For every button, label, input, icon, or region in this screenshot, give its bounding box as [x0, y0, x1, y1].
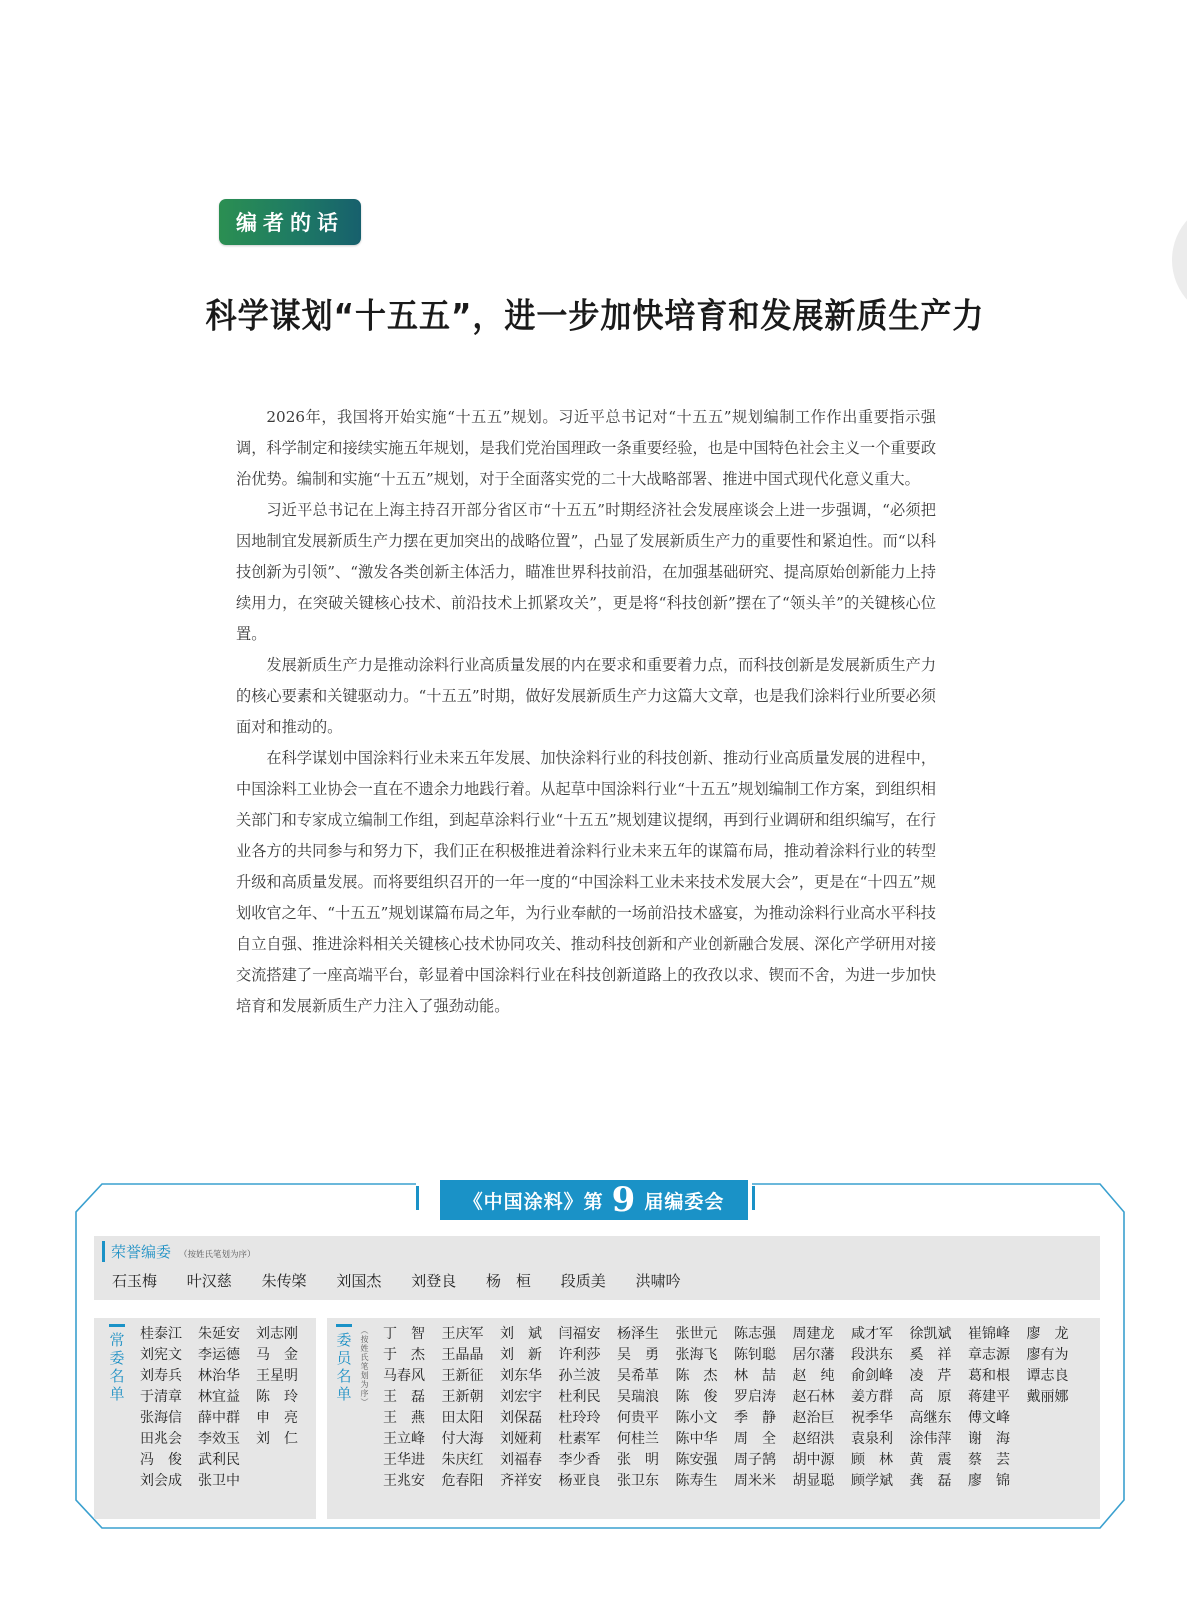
committee-title-number: 9 — [611, 1180, 637, 1220]
committee-name: 赵绍洪 — [792, 1431, 835, 1447]
member-committee-box — [327, 1318, 1100, 1519]
member-label-text: 委员名单 — [336, 1331, 352, 1403]
honor-label-group — [102, 1241, 256, 1262]
committee-name: 胡中源 — [792, 1452, 835, 1468]
committee-name: 朱延安 — [198, 1326, 240, 1342]
committee-name: 吴希革 — [617, 1368, 659, 1384]
committee-name: 张 明 — [617, 1452, 659, 1468]
committee-name: 马春风 — [383, 1368, 425, 1384]
committee-name: 傅文峰 — [968, 1410, 1010, 1426]
committee-name: 王华进 — [383, 1452, 425, 1468]
honor-committee-box — [94, 1236, 1100, 1300]
committee-name: 谢 海 — [968, 1431, 1010, 1447]
committee-name: 杨泽生 — [617, 1326, 659, 1342]
committee-name: 崔锦峰 — [968, 1326, 1010, 1342]
title-right-bar — [752, 1186, 755, 1210]
committee-name: 王立峰 — [383, 1431, 425, 1447]
committee-name: 刘东华 — [500, 1368, 542, 1384]
committee-name: 田太阳 — [441, 1410, 484, 1426]
committee-name: 于清章 — [140, 1389, 182, 1405]
committee-name: 胡显聪 — [792, 1473, 835, 1489]
committee-name: 戴丽娜 — [1026, 1389, 1069, 1405]
standing-label — [108, 1324, 126, 1403]
committee-name: 顾学斌 — [851, 1473, 893, 1489]
committee-name: 张世元 — [675, 1326, 718, 1342]
committee-name: 祝季华 — [851, 1410, 893, 1426]
committee-name: 刘会成 — [140, 1473, 182, 1489]
member-note: （按姓氏笔划为序） — [360, 1326, 369, 1407]
committee-name: 段洪东 — [851, 1347, 893, 1363]
committee-name: 齐祥安 — [500, 1473, 542, 1489]
committee-name: 吴瑞浪 — [617, 1389, 659, 1405]
committee-name: 季 静 — [734, 1410, 776, 1426]
committee-name: 徐凯斌 — [909, 1326, 952, 1342]
committee-name: 周子鹄 — [734, 1452, 776, 1468]
committee-name: 章志源 — [968, 1347, 1010, 1363]
committee-name: 于 杰 — [383, 1347, 425, 1363]
committee-name: 顾 林 — [851, 1452, 893, 1468]
committee-name: 罗启涛 — [734, 1389, 776, 1405]
committee-name: 冯 俊 — [140, 1452, 182, 1468]
committee-name: 杨亚良 — [558, 1473, 601, 1489]
committee-name: 俞剑峰 — [851, 1368, 893, 1384]
committee-name: 涂伟萍 — [909, 1431, 952, 1447]
committee-name: 闫福安 — [558, 1326, 601, 1342]
committee-name: 高 原 — [909, 1389, 952, 1405]
committee-name: 孙兰波 — [558, 1368, 601, 1384]
standing-names — [140, 1324, 314, 1492]
committee-name: 咸才军 — [851, 1326, 893, 1342]
committee-name: 王庆军 — [441, 1326, 484, 1342]
committee-name: 张海信 — [140, 1410, 182, 1426]
committee-name: 王 磊 — [383, 1389, 425, 1405]
committee-name: 凌 芹 — [909, 1368, 952, 1384]
committee-name: 王星明 — [256, 1368, 298, 1384]
committee-name: 蔡 芸 — [968, 1452, 1010, 1468]
committee-name: 张海飞 — [675, 1347, 718, 1363]
honor-label: 荣誉编委 — [111, 1243, 172, 1261]
committee-title-suffix: 届编委会 — [644, 1190, 725, 1213]
committee-name: 薛中群 — [198, 1410, 240, 1426]
committee-name: 丁 智 — [383, 1326, 425, 1342]
honor-name: 石玉梅 — [112, 1272, 158, 1290]
committee-name: 陈 玲 — [256, 1389, 298, 1405]
committee-name: 黄 震 — [909, 1452, 952, 1468]
committee-name: 居尔藩 — [792, 1347, 835, 1363]
committee-name: 赵治巨 — [792, 1410, 835, 1426]
committee-name: 刘寿兵 — [140, 1368, 182, 1384]
committee-name: 刘保磊 — [500, 1410, 542, 1426]
committee-name: 龚 磊 — [909, 1473, 952, 1489]
committee-name: 王新朝 — [441, 1389, 484, 1405]
committee-name: 李少香 — [558, 1452, 601, 1468]
committee-name: 林宜益 — [198, 1389, 240, 1405]
committee-name: 吴 勇 — [617, 1347, 659, 1363]
page-edge-decoration — [1172, 200, 1187, 320]
committee-name: 奚 祥 — [909, 1347, 952, 1363]
section-badge: 编者的话 — [219, 199, 361, 245]
committee-name: 何贵平 — [617, 1410, 659, 1426]
committee-name: 谭志良 — [1026, 1368, 1069, 1384]
committee-name: 姜方群 — [851, 1389, 893, 1405]
committee-name: 武利民 — [198, 1452, 240, 1468]
committee-name: 杜素军 — [558, 1431, 601, 1447]
committee-name: 廖有为 — [1026, 1347, 1069, 1363]
committee-name: 刘 斌 — [500, 1326, 542, 1342]
committee-name: 刘福春 — [500, 1452, 542, 1468]
committee-name: 朱庆红 — [441, 1452, 484, 1468]
honor-name: 刘登良 — [411, 1272, 457, 1290]
standing-committee-box — [94, 1318, 316, 1519]
committee-name: 陈 俊 — [675, 1389, 718, 1405]
paragraph: 发展新质生产力是推动涂料行业高质量发展的内在要求和重要着力点，而科技创新是发展新质生产力的核心要素和关键驱动力。“十五五”时期，做好发展新质生产力这篇大文章，也是我们涂料行业所要必须面对和推动的。 — [236, 656, 936, 736]
committee-name: 田兆会 — [140, 1431, 182, 1447]
honor-name: 朱传棨 — [261, 1272, 307, 1290]
committee-name: 危春阳 — [441, 1473, 484, 1489]
committee-name: 刘娅莉 — [500, 1431, 542, 1447]
committee-title-prefix: 《中国涂料》第 — [463, 1190, 604, 1213]
committee-name: 陈寿生 — [675, 1473, 718, 1489]
committee-name: 周建龙 — [792, 1326, 835, 1342]
committee-name: 刘宏宇 — [500, 1389, 542, 1405]
committee-name: 王兆安 — [383, 1473, 425, 1489]
honor-name: 段质美 — [560, 1272, 606, 1290]
member-names — [383, 1324, 1085, 1492]
honor-note: （按姓氏笔划为序） — [179, 1250, 256, 1260]
paragraph: 2026年，我国将开始实施“十五五”规划。习近平总书记对“十五五”规划编制工作作出重要指示强调，科学制定和接续实施五年规划，是我们党治国理政一条重要经验，也是中国特色社会主义一个重要政治优势。编制和实施“十五五”规划，对于全面落实党的二十大战略部署、推进中国式现代化意义重大。 — [236, 408, 936, 488]
committee-name: 何桂兰 — [617, 1431, 659, 1447]
committee-name: 杜利民 — [558, 1389, 601, 1405]
honor-name: 洪啸吟 — [635, 1272, 681, 1290]
committee-name: 葛和根 — [968, 1368, 1010, 1384]
committee-name: 李运德 — [198, 1347, 240, 1363]
standing-label-text: 常委名单 — [109, 1331, 125, 1403]
committee-name: 陈 杰 — [675, 1368, 718, 1384]
committee-name: 蒋建平 — [968, 1389, 1010, 1405]
committee-name: 付大海 — [441, 1431, 484, 1447]
committee-name: 张卫东 — [617, 1473, 659, 1489]
committee-name: 林 喆 — [734, 1368, 776, 1384]
honor-name: 杨 桓 — [485, 1272, 531, 1290]
committee-name: 张卫中 — [198, 1473, 240, 1489]
committee-name: 陈钊聪 — [734, 1347, 776, 1363]
committee-name: 陈志强 — [734, 1326, 776, 1342]
paragraph: 在科学谋划中国涂料行业未来五年发展、加快涂料行业的科技创新、推动行业高质量发展的进程中，中国涂料工业协会一直在不遗余力地践行着。从起草中国涂料行业“十五五”规划编制工作方案，到组织相关部门和专家成立编制工作组，到起草涂料行业“十五五”规划建议提纲，再到行业调研和组织编写，在行业各方的共同参与和努力下，我们正在积极推进着涂料行业未来五年的谋篇布局，推动着涂料行业的转型升级和高质量发展。而将要组织召开的一年一度的“中国涂料工业未来技术发展大会”，更是在“十四五”规划收官之年、“十五五”规划谋篇布局之年，为行业奉献的一场前沿技术盛宴，为推动涂料行业高水平科技自立自强、推进涂料相关关键核心技术协同攻关、推动科技创新和产业创新融合发展、深化产学研用对接交流搭建了一座高端平台，彰显着中国涂料行业在科技创新道路上的孜孜以求、锲而不舍，为进一步加快培育和发展新质生产力注入了强劲动能。 — [236, 749, 936, 1015]
committee-name: 刘志刚 — [256, 1326, 298, 1342]
committee-name: 王晶晶 — [441, 1347, 484, 1363]
member-label — [335, 1324, 353, 1403]
committee-name: 袁泉利 — [851, 1431, 893, 1447]
committee-name: 马 金 — [256, 1347, 298, 1363]
paragraph: 习近平总书记在上海主持召开部分省区市“十五五”时期经济社会发展座谈会上进一步强调，“必须把因地制宜发展新质生产力摆在更加突出的战略位置”，凸显了发展新质生产力的重要性和紧迫性。而“以科技创新为引领”、“激发各类创新主体活力，瞄准世界科技前沿，在加强基础研究、提高原始创新能力上持续用力，在突破关键核心技术、前沿技术上抓紧攻关”，更是将“科技创新”摆在了“领头羊”的关键核心位置。 — [236, 501, 936, 643]
committee-name: 陈中华 — [675, 1431, 718, 1447]
committee-title — [440, 1180, 748, 1220]
committee-name: 申 亮 — [256, 1410, 298, 1426]
honor-name: 刘国杰 — [336, 1272, 382, 1290]
committee-name: 赵石林 — [792, 1389, 835, 1405]
title-left-bar — [416, 1186, 419, 1210]
committee-name: 高继东 — [909, 1410, 952, 1426]
committee-name: 杜玲玲 — [558, 1410, 601, 1426]
committee-name: 刘宪文 — [140, 1347, 182, 1363]
committee-name: 刘 仁 — [256, 1431, 298, 1447]
committee-name: 赵 纯 — [792, 1368, 835, 1384]
committee-name: 廖 龙 — [1026, 1326, 1069, 1342]
committee-name: 王新征 — [441, 1368, 484, 1384]
committee-name: 桂泰江 — [140, 1326, 182, 1342]
article-title: 科学谋划“十五五”，进一步加快培育和发展新质生产力 — [205, 296, 985, 337]
committee-name: 王 燕 — [383, 1410, 425, 1426]
committee-name: 廖 锦 — [968, 1473, 1010, 1489]
committee-name: 刘 新 — [500, 1347, 542, 1363]
committee-name: 李效玉 — [198, 1431, 240, 1447]
committee-name: 周 全 — [734, 1431, 776, 1447]
committee-name: 陈安强 — [675, 1452, 718, 1468]
honor-names — [112, 1270, 706, 1291]
article-body — [236, 402, 936, 1022]
committee-name: 陈小文 — [675, 1410, 718, 1426]
committee-name: 林治华 — [198, 1368, 240, 1384]
committee-name: 周米米 — [734, 1473, 776, 1489]
honor-name: 叶汉慈 — [186, 1272, 232, 1290]
committee-name: 许利莎 — [558, 1347, 601, 1363]
